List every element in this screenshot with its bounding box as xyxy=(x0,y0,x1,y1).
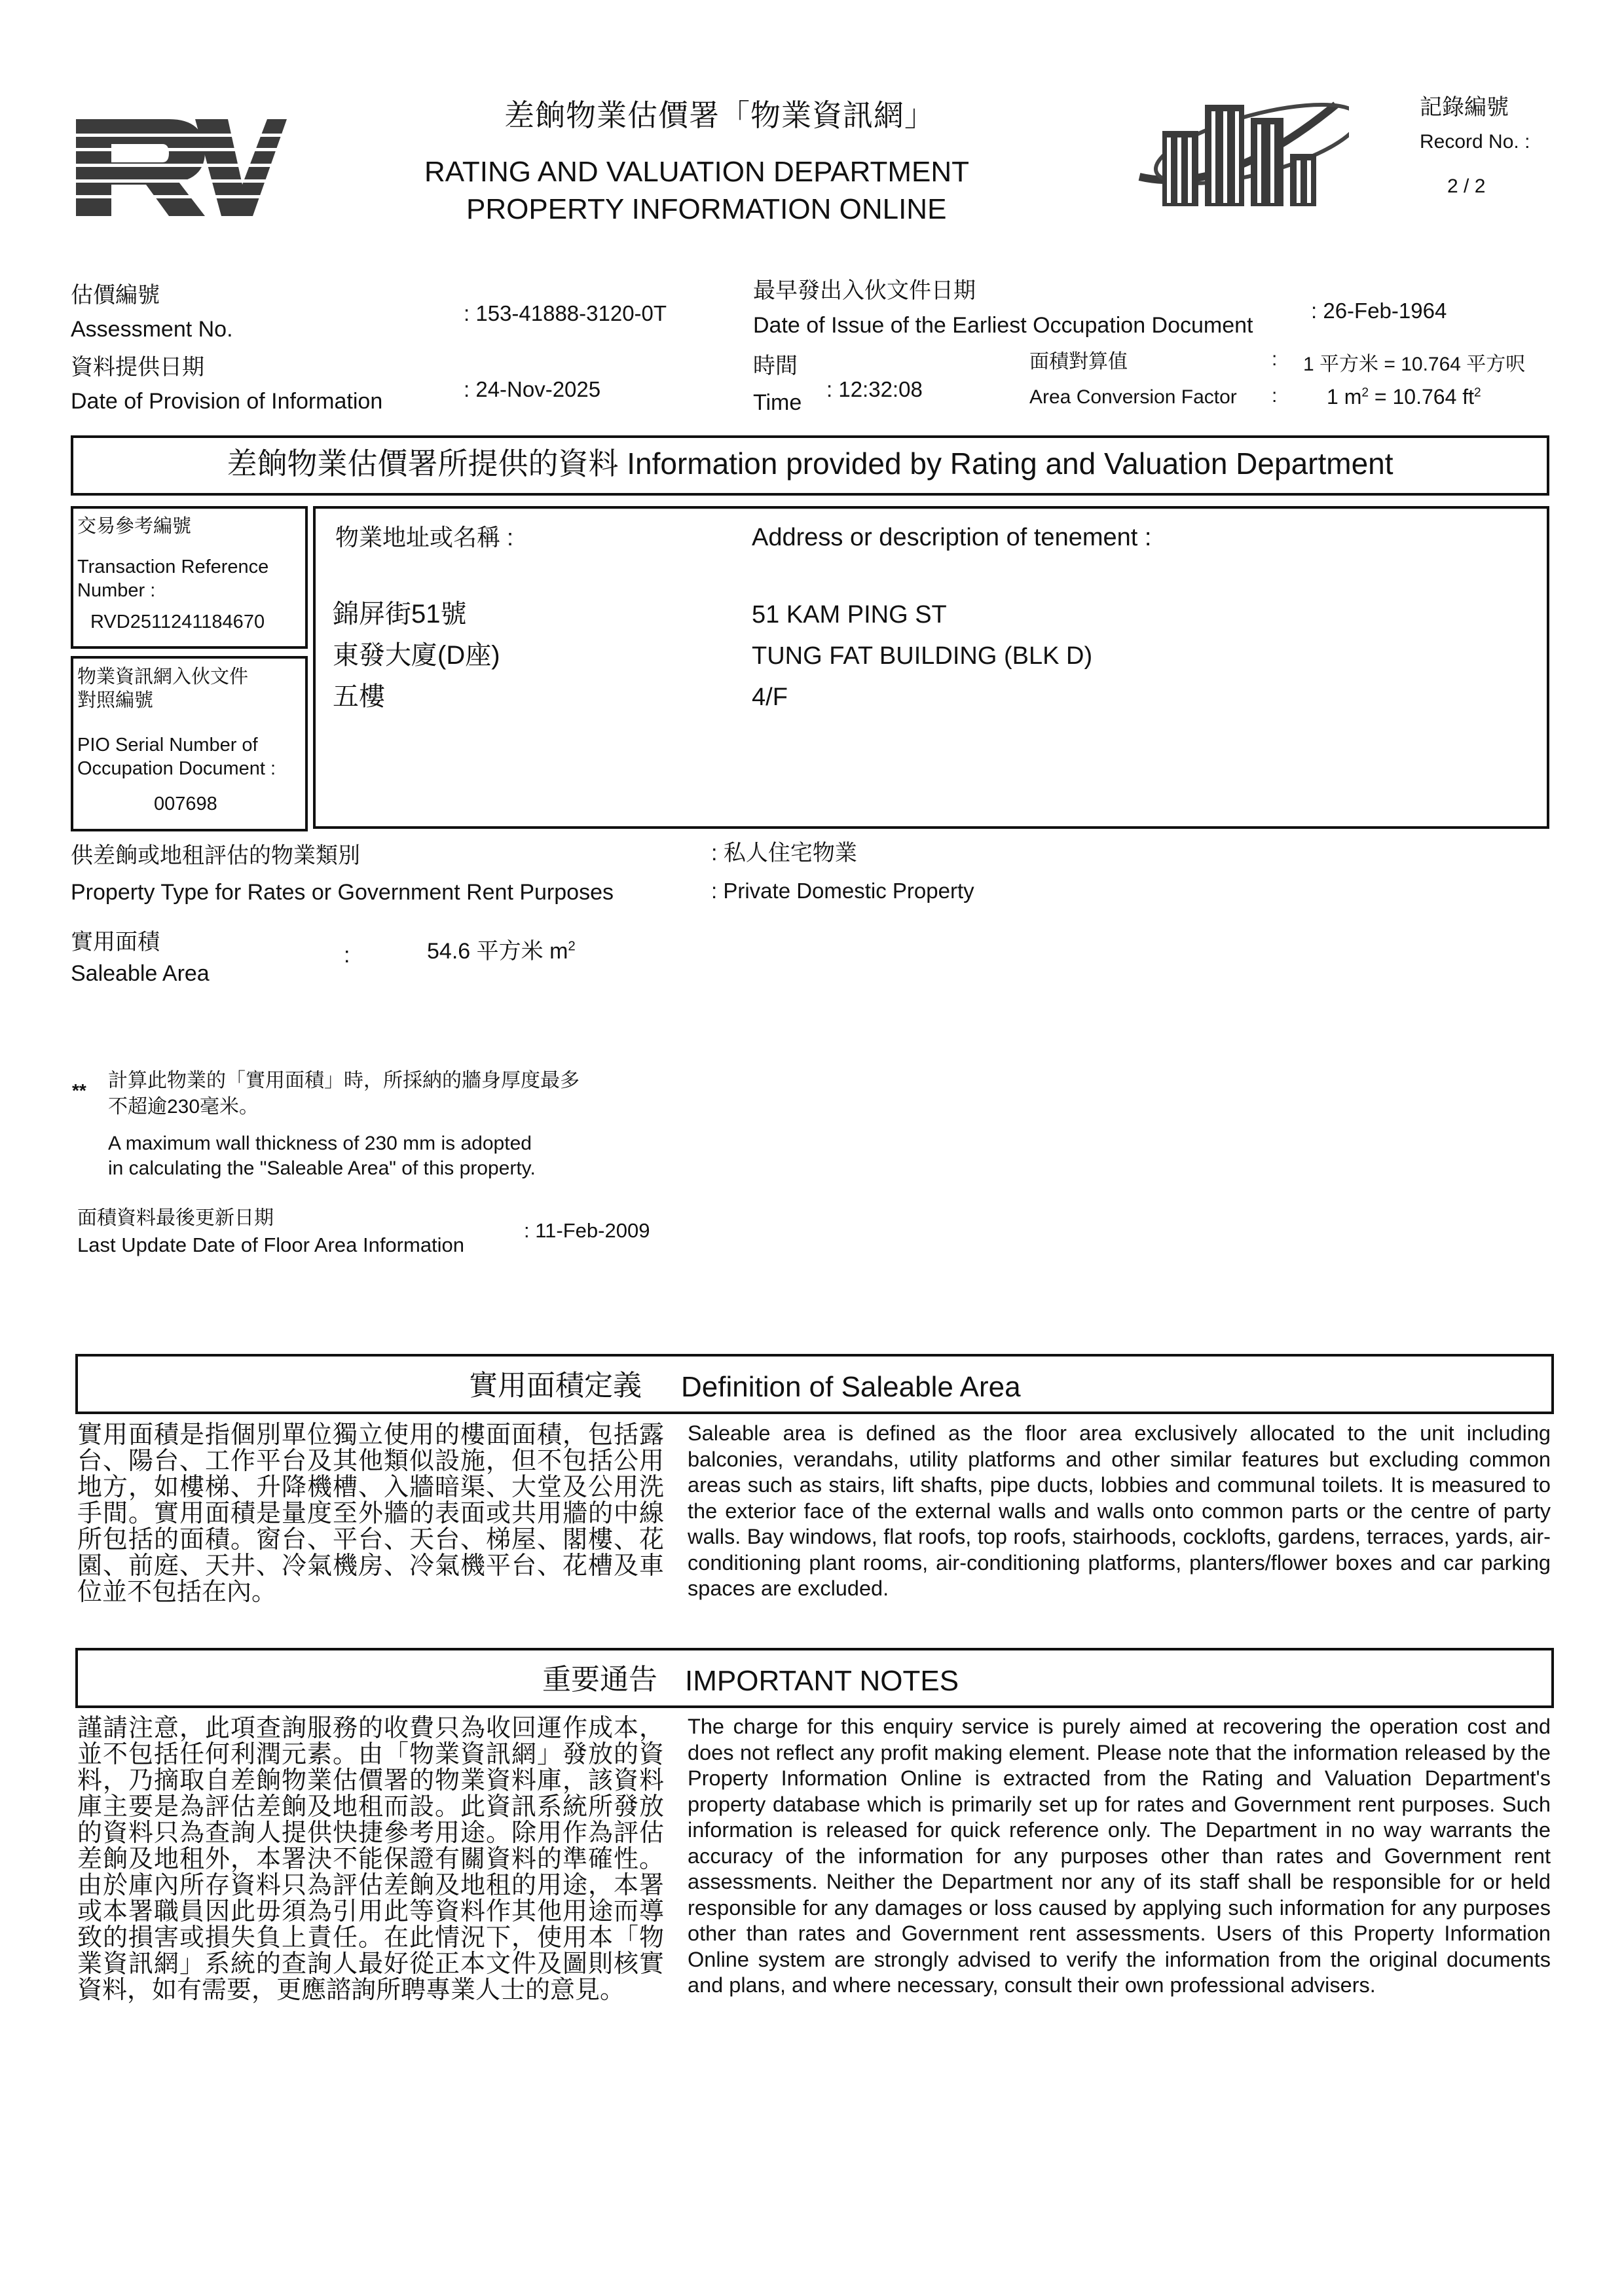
notes-body-en: The charge for this enquiry service is purely aimed at recovering the operation cost and does not reflect any profit making element. Please note that the information released by the Property Information Online is extracted from the Rating and Valuation Department's property database which is primarily set up for rates and Government rent purposes. Such information is released for quick reference only. The Department in no way warrants the accuracy of the information for any purposes other than rates and Government rent assessments. Neither the Department nor any of its staff shall be responsible for or held responsible for any damages or loss caused by applying such information for any purposes other than rates and Government rent assessments. Users of this Property Information Online system are strongly advised to verify the information from the original documents and plans, and where necessary, consult their own professional advisers. xyxy=(688,1715,1551,1997)
trans-label-en-2: Number : xyxy=(77,580,156,601)
buildings-logo xyxy=(1126,92,1349,210)
area-label-zh: 實用面積 xyxy=(71,930,160,955)
assessment-label-zh: 估價編號 xyxy=(71,283,160,308)
notes-header-en: IMPORTANT NOTES xyxy=(685,1665,959,1697)
time-value: : 12:32:08 xyxy=(826,377,923,401)
record-label-zh: 記錄編號 xyxy=(1420,95,1509,120)
sup-2: 2 xyxy=(1474,386,1481,400)
earliest-value: : 26-Feb-1964 xyxy=(1311,299,1447,323)
definition-header-en: Definition of Saleable Area xyxy=(681,1371,1021,1403)
conv-colon-1: : xyxy=(1272,348,1278,370)
type-value-zh: : 私人住宅物業 xyxy=(711,841,857,866)
address-label-en: Address or description of tenement : xyxy=(752,524,1152,551)
conv-label-en: Area Conversion Factor xyxy=(1029,386,1237,408)
rv-logo xyxy=(71,111,287,223)
trans-value: RVD2511241184670 xyxy=(90,611,265,632)
last-update-label-en: Last Update Date of Floor Area Information xyxy=(77,1233,465,1256)
assessment-value: : 153-41888-3120-0T xyxy=(464,301,667,325)
record-label-en: Record No. : xyxy=(1420,131,1530,153)
area-value-text: 54.6 平方米 m xyxy=(427,939,568,964)
title-zh: 差餉物業估價署「物業資訊網」 xyxy=(504,98,935,132)
earliest-label-zh: 最早發出入伙文件日期 xyxy=(753,278,976,303)
definition-body-zh: 實用面積是指個別單位獨立使用的樓面面積，包括露台、陽台、工作平台及其他類似設施，但不包括公用地方，如樓梯、升降機槽、入牆暗渠、大堂及公用洗手間。實用面積是量度至外牆的表面或共用牆的中線所包括的面積。窗台、平台、天台、梯屋、閣樓、花園、前庭、天井、冷氣機房、冷氣機平台、花槽及車位並不包括在內。 xyxy=(77,1421,664,1606)
pio-label-zh-2: 對照編號 xyxy=(77,690,154,711)
provision-value: : 24-Nov-2025 xyxy=(464,377,601,401)
trans-label-zh: 交易參考編號 xyxy=(77,516,192,537)
type-label-en: Property Type for Rates or Government Rent Purposes xyxy=(71,880,614,905)
notes-body-zh: 謹請注意，此項查詢服務的收費只為收回運作成本，並不包括任何利潤元素。由「物業資訊網」發放的資料，乃摘取自差餉物業估價署的物業資料庫，該資料庫主要是為評估差餉及地租而設。此資訊系統所發放的資料只為查詢人提供快捷參考用途。除用作為評估差餉及地租外，本署決不能保證有關資料的準確性。由於庫內所存資料只為評估差餉及地租的用途，本署或本署職員因此毋須為引用此等資料作其他用途而導致的損害或損失負上責任。在此情況下，使用本「物業資訊網」系統的查詢人最好從正本文件及圖則核實資料，如有需要，更應諮詢所聘專業人士的意見。 xyxy=(77,1715,664,2004)
record-value: 2 / 2 xyxy=(1447,175,1486,197)
type-label-zh: 供差餉或地租評估的物業類別 xyxy=(71,843,360,868)
earliest-label-en: Date of Issue of the Earliest Occupation Document xyxy=(753,313,1253,338)
area-sup: 2 xyxy=(568,939,576,954)
definition-body-en: Saleable area is defined as the floor area exclusively allocated to the unit including balconies, verandahs, utility platforms and other similar features but excluding common areas such as stairs, lift shafts, pipe ducts, lobbies and communal toilets. It is measured to the exterior face of the external walls and walls onto common parts or the centre of party walls. Bay windows, flat roofs, top roofs, stairhoods, cocklofts, gardens, terraces, yards, air-conditioning plant rooms, air-conditioning platforms, planters/flower boxes and car parking spaces are excluded. xyxy=(688,1421,1551,1600)
conv-label-zh: 面積對算值 xyxy=(1029,351,1128,373)
type-value-en: : Private Domestic Property xyxy=(711,879,974,903)
last-update-label-zh: 面積資料最後更新日期 xyxy=(77,1207,274,1229)
rvd-banner-text xyxy=(71,446,1549,481)
sup-2: 2 xyxy=(1361,386,1369,400)
title-en-1: RATING AND VALUATION DEPARTMENT xyxy=(424,156,970,188)
definition-header-zh: 實用面積定義 xyxy=(469,1370,642,1402)
area-value xyxy=(427,939,576,964)
address-en-line: 4/F xyxy=(752,683,788,711)
address-zh-line: 東發大廈(D座) xyxy=(333,641,500,670)
wall-note-zh-1: 計算此物業的「實用面積」時，所採納的牆身厚度最多 xyxy=(108,1070,580,1091)
rvd-banner-zh: 差餉物業估價署所提供的資料 xyxy=(227,446,619,481)
wall-note-marker: ** xyxy=(72,1080,86,1101)
area-label-en: Saleable Area xyxy=(71,961,210,986)
notes-header-zh: 重要通告 xyxy=(542,1664,657,1696)
provision-label-en: Date of Provision of Information xyxy=(71,389,383,414)
address-zh-line: 五樓 xyxy=(333,682,385,711)
conv-value-2 xyxy=(1327,385,1481,409)
pio-label-en-2: Occupation Document : xyxy=(77,758,276,779)
trans-label-en-1: Transaction Reference xyxy=(77,556,269,577)
wall-note-en-2: in calculating the "Saleable Area" of this property. xyxy=(108,1157,536,1179)
assessment-label-en: Assessment No. xyxy=(71,317,233,342)
address-en-line: TUNG FAT BUILDING (BLK D) xyxy=(752,642,1093,670)
address-en-line: 51 KAM PING ST xyxy=(752,601,947,629)
conv-value-1: 1 平方米 = 10.764 平方呎 xyxy=(1303,354,1526,375)
time-label-en: Time xyxy=(753,390,802,415)
pio-label-zh-1: 物業資訊網入伙文件 xyxy=(77,666,249,687)
wall-note-en-1: A maximum wall thickness of 230 mm is adopted xyxy=(108,1133,532,1154)
rvd-banner-en: Information provided by Rating and Valuation Department xyxy=(627,446,1393,481)
conv-value-2-m: 1 m xyxy=(1327,385,1362,409)
pio-label-en-1: PIO Serial Number of xyxy=(77,735,258,756)
wall-note-zh-2: 不超逾230毫米。 xyxy=(108,1096,259,1118)
area-colon: : xyxy=(344,943,350,968)
address-label-zh: 物業地址或名稱 : xyxy=(335,524,514,551)
conv-value-2-ft: = 10.764 ft xyxy=(1369,385,1475,409)
last-update-value: : 11-Feb-2009 xyxy=(524,1219,650,1242)
title-en-2: PROPERTY INFORMATION ONLINE xyxy=(466,193,947,225)
conv-colon-2: : xyxy=(1272,385,1278,407)
pio-value: 007698 xyxy=(154,793,217,814)
address-zh-line: 錦屏街51號 xyxy=(333,600,467,629)
time-label-zh: 時間 xyxy=(753,354,798,378)
provision-label-zh: 資料提供日期 xyxy=(71,355,204,380)
